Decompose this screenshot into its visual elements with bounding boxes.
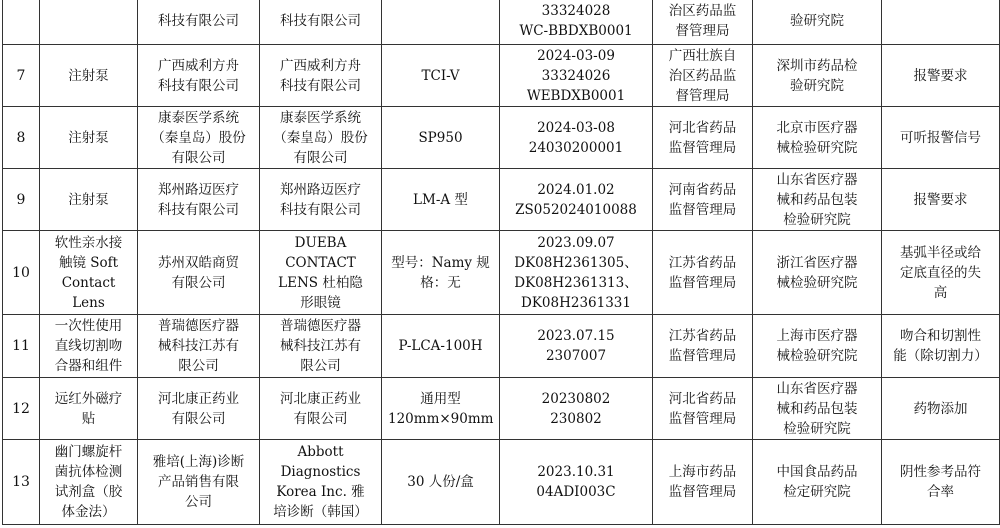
cell-text-line: Contact [61,274,116,291]
cell-text-line: Diagnostics [280,464,361,480]
cell-text-line: 广西威利方舟 [280,57,361,74]
cell-text-line: P-LCA-100H [398,338,483,354]
cell-text-line: 有限公司 [171,149,226,166]
cell-text-line: 菌抗体检测 [54,464,123,480]
cell-text-line: 通用型 [420,390,461,407]
cell-model-spec [382,0,500,45]
cell-text-line: 贴 [81,410,96,427]
cell-text-line: 阴性参考品符 [900,464,981,480]
cell-text-line: 科技有限公司 [280,77,361,94]
table-row [3,45,1000,107]
cell-text-line: 督管理局 [675,87,730,104]
cell-model-spec [382,231,500,315]
cell-number: 10 [3,231,40,315]
cell-text-line: 04ADI003C [536,484,616,500]
cell-batch [500,45,653,107]
cell-text-line: 230802 [550,410,602,427]
cell-product-name [40,45,138,107]
cell-number: 12 [3,378,40,440]
cell-registrant [138,107,260,169]
cell-text-line: Lens [72,294,105,311]
cell-failed-item [882,231,1000,315]
cell-text-line: 监督管理局 [668,274,737,291]
cell-text-line: 检验研究院 [783,211,851,228]
cell-text-line: 验研究院 [790,12,844,29]
cell-text-line: 普瑞德医疗器 [280,318,361,334]
cell-text-line: TCI-V [421,67,460,84]
cell-text-line: 远红外磁疗 [54,390,123,407]
cell-text-line: 上海市药品 [668,464,737,480]
cell-text-line: DUEBA [294,234,347,251]
cell-text-line: 械检验研究院 [776,348,858,364]
cell-text-line: DK08H2361305、 [514,254,638,271]
cell-failed-item [882,0,1000,45]
cell-text-line: 河南省药品 [668,181,737,198]
cell-text-line: 注射泵 [68,67,109,84]
cell-product-name [40,378,138,440]
cell-product-name [40,315,138,378]
cell-text-line: ZS052024010088 [515,201,637,218]
cell-number [3,0,40,45]
table-row [3,231,1000,315]
cell-number: 13 [3,440,40,525]
cell-text-line: 北京市医疗器 [776,119,858,136]
cell-text-line: LM-A 型 [413,191,468,208]
cell-text-line: 20230802 [541,390,611,407]
cell-text-line: 郑州路迈医疗 [280,181,361,198]
cell-text-line: 可听报警信号 [900,129,981,146]
cell-text-line: 注射泵 [68,191,109,208]
cell-number: 9 [3,169,40,231]
cell-regulator [653,440,753,525]
cell-text-line: LENS 杜柏隐 [278,274,363,291]
cell-registrant [138,231,260,315]
cell-text-line: 合器和组件 [54,358,123,374]
cell-text-line: WC-BBDXB0001 [519,22,633,39]
cell-text-line: 药物添加 [913,400,968,417]
cell-text-line: 一次性使用 [54,318,123,334]
cell-failed-item [882,315,1000,378]
cell-text-line: 有限公司 [293,149,348,166]
cell-batch [500,440,653,525]
cell-text-line: DK08H2361313、 [514,274,638,291]
cell-text-line: 吻合和切割性 [900,328,981,344]
cell-text-line: 120mm×90mm [388,410,494,427]
table-body [3,0,1000,525]
cell-product-name [40,440,138,525]
cell-text-line: 科技有限公司 [280,201,361,218]
cell-text-line: 33324026 [541,67,611,84]
table-row [3,440,1000,525]
cell-batch [500,315,653,378]
cell-text-line: 深圳市药品检 [776,57,858,74]
cell-text-line: 公司 [185,494,212,510]
cell-manufacturer [260,45,382,107]
cell-text-line: 能（除切割力） [893,348,988,364]
cell-text-line: 有限公司 [171,410,226,427]
cell-text-line: 科技有限公司 [280,12,361,29]
cell-text-line: 试剂盒（胶 [54,484,123,500]
cell-registrant [138,440,260,525]
cell-text-line: 检定研究院 [783,484,851,500]
cell-text-line: SP950 [418,129,463,146]
cell-text-line: 山东省医疗器 [776,171,858,188]
cell-text-line: DK08H2361331 [521,294,631,311]
cell-text-line: 山东省医疗器 [776,380,858,397]
cell-text-line: 培诊断（韩国） [273,504,368,520]
cell-text-line: 体金法） [61,504,116,520]
cell-failed-item [882,440,1000,525]
cell-text-line: Korea Inc. 雅 [276,484,365,500]
cell-text-line: 软性亲水接 [54,234,123,251]
cell-registrant [138,45,260,107]
cell-registrant [138,169,260,231]
cell-text-line: 检验研究院 [783,420,851,437]
cell-text-line: 触镜 Soft [58,254,119,271]
cell-registrant [138,0,260,45]
cell-text-line: 监督管理局 [668,201,737,218]
cell-product-name [40,231,138,315]
cell-number: 7 [3,45,40,107]
cell-manufacturer [260,169,382,231]
cell-text-line: 30 人份/盒 [407,474,474,490]
cell-text-line: 械和药品包装 [776,191,858,208]
cell-model-spec [382,440,500,525]
cell-model-spec [382,107,500,169]
cell-text-line: 报警要求 [913,67,968,84]
cell-manufacturer [260,107,382,169]
cell-text-line: 广西壮族自 [668,47,737,64]
recall-table [2,0,1000,525]
cell-text-line: 械科技江苏有 [280,338,361,354]
cell-model-spec [382,315,500,378]
cell-text-line: 有限公司 [171,274,226,291]
table-row [3,378,1000,440]
cell-failed-item [882,169,1000,231]
cell-text-line: 广西威利方舟 [158,57,239,74]
cell-text-line: 雅培(上海)诊断 [152,454,245,470]
cell-regulator [653,0,753,45]
cell-text-line: 科技有限公司 [158,201,239,218]
cell-regulator [653,169,753,231]
cell-product-name [40,169,138,231]
cell-text-line: 幽门螺旋杆 [54,444,123,460]
cell-text-line: 2023.07.15 [537,328,615,344]
cell-batch [500,0,653,45]
cell-text-line: 康泰医学系统 [280,109,361,126]
cell-registrant [138,378,260,440]
cell-regulator [653,378,753,440]
cell-product-name [40,0,138,45]
table-row [3,0,1000,45]
cell-test-lab [753,107,882,169]
cell-text-line: （秦皇岛）股份 [151,129,246,146]
cell-text-line: 型号：Namy 规 [391,254,490,271]
cell-failed-item [882,107,1000,169]
cell-text-line: 2024-03-09 [537,47,615,64]
cell-text-line: 科技有限公司 [158,77,239,94]
cell-text-line: 郑州路迈医疗 [158,181,239,198]
cell-text-line: 合率 [927,484,954,500]
cell-text-line: 监督管理局 [668,484,737,500]
cell-test-lab [753,378,882,440]
cell-text-line: 督管理局 [675,22,730,39]
cell-number: 11 [3,315,40,378]
cell-text-line: WEBDXB0001 [526,87,626,104]
cell-text-line: 限公司 [178,358,219,374]
cell-failed-item [882,45,1000,107]
cell-text-line: 直线切割吻 [54,338,123,354]
cell-test-lab [753,440,882,525]
cell-text-line: 科技有限公司 [158,12,239,29]
cell-text-line: 械检验研究院 [776,139,858,156]
cell-text-line: 浙江省医疗器 [776,254,858,271]
cell-text-line: 监督管理局 [668,410,737,427]
cell-text-line: 限公司 [300,358,341,374]
cell-failed-item [882,378,1000,440]
cell-manufacturer [260,378,382,440]
cell-text-line: 江苏省药品 [668,254,737,271]
cell-text-line: 河北康正药业 [158,390,239,407]
cell-text-line: （秦皇岛）股份 [273,129,368,146]
cell-text-line: 格：无 [420,274,461,291]
cell-text-line: 中国食品药品 [776,464,858,480]
cell-text-line: 形眼镜 [300,294,341,311]
cell-text-line: 普瑞德医疗器 [158,318,239,334]
cell-manufacturer [260,231,382,315]
cell-text-line: 2024-03-08 [537,119,615,136]
cell-test-lab [753,0,882,45]
cell-text-line: 高 [933,284,948,301]
cell-batch [500,231,653,315]
table-row [3,169,1000,231]
cell-model-spec [382,45,500,107]
cell-batch [500,378,653,440]
cell-text-line: 2023.10.31 [537,464,615,480]
cell-regulator [653,231,753,315]
cell-text-line: 河北省药品 [668,390,737,407]
cell-text-line: 2023.09.07 [537,234,615,251]
cell-text-line: 有限公司 [293,410,348,427]
cell-text-line: 河北省药品 [668,119,737,136]
cell-manufacturer [260,440,382,525]
cell-text-line: 定底直径的失 [900,264,981,281]
cell-regulator [653,45,753,107]
table-row [3,107,1000,169]
cell-text-line: 械和药品包装 [776,400,858,417]
cell-test-lab [753,315,882,378]
cell-registrant [138,315,260,378]
cell-text-line: 江苏省药品 [668,328,737,344]
cell-test-lab [753,169,882,231]
cell-text-line: 监督管理局 [668,348,737,364]
cell-text-line: Abbott [297,444,344,460]
cell-regulator [653,107,753,169]
cell-text-line: 验研究院 [790,77,844,94]
cell-text-line: 上海市医疗器 [776,328,858,344]
cell-batch [500,107,653,169]
cell-text-line: 监督管理局 [668,139,737,156]
cell-text-line: 苏州双皓商贸 [158,254,239,271]
cell-product-name [40,107,138,169]
cell-text-line: 2307007 [545,348,607,364]
cell-text-line: 2024.01.02 [537,181,615,198]
cell-text-line: 械科技江苏有 [158,338,239,354]
cell-text-line: 械检验研究院 [776,274,858,291]
cell-batch [500,169,653,231]
cell-text-line: 注射泵 [68,129,109,146]
cell-test-lab [753,231,882,315]
cell-test-lab [753,45,882,107]
cell-model-spec [382,169,500,231]
cell-number: 8 [3,107,40,169]
cell-text-line: 康泰医学系统 [158,109,239,126]
cell-text-line: 基弧半径或给 [900,244,981,261]
cell-model-spec [382,378,500,440]
cell-manufacturer [260,315,382,378]
cell-text-line: 产品销售有限 [158,474,239,490]
cell-manufacturer [260,0,382,45]
cell-text-line: 报警要求 [913,191,968,208]
cell-text-line: 33324028 [541,2,611,19]
cell-text-line: CONTACT [285,254,356,271]
cell-text-line: 治区药品监 [668,2,737,19]
cell-text-line: 24030200001 [528,139,624,156]
cell-text-line: 河北康正药业 [280,390,361,407]
cell-regulator [653,315,753,378]
table-row [3,315,1000,378]
cell-text-line: 治区药品监 [668,67,737,84]
